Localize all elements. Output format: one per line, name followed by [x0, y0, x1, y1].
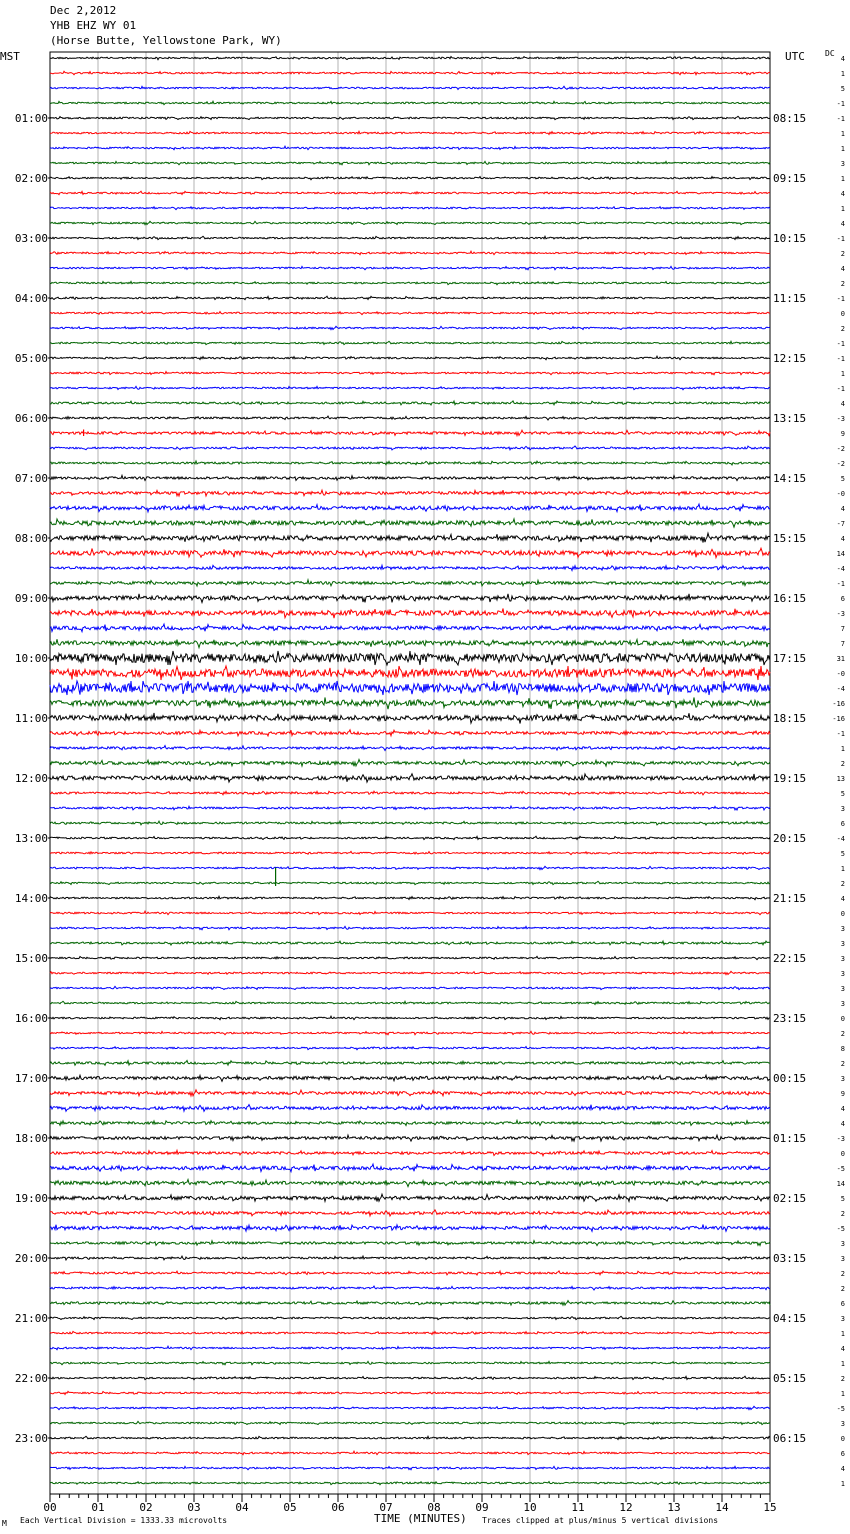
left-hour-label: 11:00 — [14, 712, 48, 725]
trace-29 — [50, 490, 770, 496]
trace-74 — [50, 1164, 770, 1172]
trace-25 — [50, 430, 770, 435]
dc-offset-label: -5 — [836, 1405, 845, 1413]
dc-offset-label: 3 — [840, 1240, 845, 1248]
trace-32 — [50, 533, 770, 542]
trace-33 — [50, 548, 770, 557]
trace-85 — [50, 1331, 770, 1334]
trace-12 — [50, 236, 770, 239]
trace-47 — [50, 760, 770, 767]
x-tick-label: 13 — [667, 1501, 681, 1514]
dc-offset-label: 6 — [840, 1450, 845, 1458]
dc-offset-label: 5 — [840, 1195, 845, 1203]
trace-19 — [50, 341, 770, 344]
trace-50 — [50, 806, 770, 810]
trace-56 — [50, 896, 770, 899]
trace-68 — [50, 1075, 770, 1081]
dc-offset-label: -1 — [836, 355, 845, 363]
trace-89 — [50, 1391, 770, 1394]
left-hour-label: 19:00 — [14, 1192, 48, 1205]
trace-93 — [50, 1451, 770, 1455]
dc-offset-label: -7 — [836, 520, 845, 528]
trace-27 — [50, 461, 770, 465]
right-hour-label: 19:15 — [773, 772, 807, 785]
trace-81 — [50, 1271, 770, 1275]
dc-offset-label: -2 — [836, 460, 845, 468]
dc-offset-label: -3 — [836, 610, 845, 618]
dc-offset-label: 9 — [840, 1090, 845, 1098]
dc-offset-label: 1 — [840, 70, 845, 78]
trace-70 — [50, 1105, 770, 1112]
x-tick-label: 08 — [427, 1501, 441, 1514]
right-hour-label: 03:15 — [773, 1252, 807, 1265]
right-hour-label: 12:15 — [773, 352, 807, 365]
trace-41 — [50, 666, 770, 680]
trace-40 — [50, 651, 770, 665]
x-tick-label: 10 — [523, 1501, 537, 1514]
dc-offset-label: 3 — [840, 160, 845, 168]
dc-offset-label: 2 — [840, 1210, 845, 1218]
dc-offset-label: -1 — [836, 580, 845, 588]
trace-24 — [50, 416, 770, 420]
trace-94 — [50, 1466, 770, 1469]
dc-offset-label: 13 — [836, 775, 845, 783]
dc-offset-label: 4 — [840, 220, 845, 228]
dc-offset-label: -3 — [836, 415, 845, 423]
trace-4 — [50, 116, 770, 119]
dc-offset-label: 2 — [840, 1030, 845, 1038]
trace-84 — [50, 1316, 770, 1319]
x-axis-label: TIME (MINUTES) — [374, 1512, 467, 1525]
dc-offset-label: -5 — [836, 1165, 845, 1173]
left-hour-label: 14:00 — [14, 892, 48, 905]
trace-66 — [50, 1047, 770, 1050]
dc-offset-label: 4 — [840, 55, 845, 63]
dc-offset-label: 3 — [840, 805, 845, 813]
trace-69 — [50, 1090, 770, 1096]
trace-31 — [50, 519, 770, 527]
dc-offset-label: 4 — [840, 505, 845, 513]
x-tick-label: 05 — [283, 1501, 297, 1514]
trace-59 — [50, 941, 770, 945]
dc-offset-label: -4 — [836, 835, 845, 843]
dc-offset-label: 2 — [840, 1060, 845, 1068]
dc-offset-label: 4 — [840, 1345, 845, 1353]
dc-offset-label: 14 — [836, 550, 845, 558]
dc-offset-label: 0 — [840, 1435, 845, 1443]
right-hour-label: 13:15 — [773, 412, 807, 425]
left-hour-label: 02:00 — [14, 172, 48, 185]
trace-2 — [50, 86, 770, 89]
right-hour-label: 08:15 — [773, 112, 807, 125]
trace-34 — [50, 565, 770, 570]
dc-offset-label: -16 — [832, 700, 845, 708]
dc-offset-label: 4 — [840, 1120, 845, 1128]
dc-offset-label: 3 — [840, 955, 845, 963]
trace-80 — [50, 1256, 770, 1260]
right-axis-title: UTC — [785, 50, 805, 63]
trace-15 — [50, 281, 770, 284]
right-hour-label: 04:15 — [773, 1312, 807, 1325]
trace-58 — [50, 926, 770, 929]
left-hour-label: 07:00 — [14, 472, 48, 485]
right-hour-label: 10:15 — [773, 232, 807, 245]
header-station: YHB EHZ WY 01 — [50, 19, 137, 32]
trace-76 — [50, 1194, 770, 1201]
header-date: Dec 2,2012 — [50, 4, 117, 17]
x-tick-label: 06 — [331, 1501, 345, 1514]
dc-offset-label: -1 — [836, 295, 845, 303]
left-hour-label: 16:00 — [14, 1012, 48, 1025]
dc-offset-label: 3 — [840, 940, 845, 948]
trace-88 — [50, 1376, 770, 1380]
dc-offset-label: 5 — [840, 850, 845, 858]
trace-46 — [50, 746, 770, 751]
dc-title: DC — [825, 49, 835, 58]
left-hour-label: 18:00 — [14, 1132, 48, 1145]
dc-offset-label: -4 — [836, 565, 845, 573]
dc-offset-label: 3 — [840, 1000, 845, 1008]
trace-62 — [50, 986, 770, 989]
trace-48 — [50, 774, 770, 782]
trace-63 — [50, 1001, 770, 1004]
right-hour-label: 15:15 — [773, 532, 807, 545]
dc-offset-label: 1 — [840, 205, 845, 213]
dc-offset-label: 7 — [840, 640, 845, 648]
trace-45 — [50, 730, 770, 736]
trace-36 — [50, 594, 770, 603]
dc-offset-label: 31 — [836, 655, 845, 663]
dc-offset-label: -1 — [836, 235, 845, 243]
trace-44 — [50, 713, 770, 724]
dc-offset-label: 4 — [840, 265, 845, 273]
trace-54 — [50, 866, 770, 869]
x-tick-label: 07 — [379, 1501, 393, 1514]
trace-90 — [50, 1406, 770, 1409]
dc-offset-label: 2 — [840, 250, 845, 258]
trace-72 — [50, 1135, 770, 1141]
right-hour-label: 02:15 — [773, 1192, 807, 1205]
trace-71 — [50, 1120, 770, 1125]
dc-offset-label: 3 — [840, 985, 845, 993]
right-hour-label: 23:15 — [773, 1012, 807, 1025]
trace-83 — [50, 1301, 770, 1306]
dc-offset-label: 2 — [840, 280, 845, 288]
right-hour-label: 18:15 — [773, 712, 807, 725]
trace-60 — [50, 956, 770, 959]
dc-offset-label: -1 — [836, 730, 845, 738]
right-hour-label: 14:15 — [773, 472, 807, 485]
dc-offset-label: 1 — [840, 145, 845, 153]
trace-95 — [50, 1482, 770, 1485]
right-hour-label: 21:15 — [773, 892, 807, 905]
dc-offset-label: -1 — [836, 100, 845, 108]
dc-offset-label: 7 — [840, 625, 845, 633]
left-hour-label: 20:00 — [14, 1252, 48, 1265]
trace-28 — [50, 475, 770, 480]
dc-offset-label: 5 — [840, 475, 845, 483]
x-tick-label: 00 — [43, 1501, 57, 1514]
left-hour-label: 09:00 — [14, 592, 48, 605]
dc-offset-label: 1 — [840, 865, 845, 873]
left-hour-label: 21:00 — [14, 1312, 48, 1325]
trace-65 — [50, 1031, 770, 1034]
trace-64 — [50, 1016, 770, 1020]
dc-offset-label: 5 — [840, 85, 845, 93]
dc-offset-label: 3 — [840, 925, 845, 933]
trace-20 — [50, 356, 770, 360]
right-hour-label: 05:15 — [773, 1372, 807, 1385]
x-tick-label: 14 — [715, 1501, 729, 1514]
trace-52 — [50, 836, 770, 839]
left-hour-label: 05:00 — [14, 352, 48, 365]
dc-offset-label: 4 — [840, 400, 845, 408]
dc-offset-label: 9 — [840, 430, 845, 438]
trace-3 — [50, 101, 770, 104]
x-tick-label: 02 — [139, 1501, 153, 1514]
left-axis-title: MST — [0, 50, 20, 63]
trace-91 — [50, 1421, 770, 1424]
left-hour-label: 15:00 — [14, 952, 48, 965]
trace-22 — [50, 386, 770, 389]
right-hour-label: 09:15 — [773, 172, 807, 185]
dc-offset-label: 1 — [840, 130, 845, 138]
dc-offset-label: 4 — [840, 895, 845, 903]
trace-37 — [50, 609, 770, 619]
dc-offset-label: 2 — [840, 880, 845, 888]
trace-61 — [50, 971, 770, 974]
left-hour-label: 12:00 — [14, 772, 48, 785]
dc-offset-label: 0 — [840, 1150, 845, 1158]
trace-35 — [50, 580, 770, 586]
dc-offset-label: 14 — [836, 1180, 845, 1188]
dc-offset-label: 2 — [840, 325, 845, 333]
dc-offset-label: 2 — [840, 760, 845, 768]
x-tick-label: 04 — [235, 1501, 249, 1514]
dc-offset-label: 8 — [840, 1045, 845, 1053]
dc-offset-label: -1 — [836, 340, 845, 348]
trace-53 — [50, 851, 770, 854]
header-location: (Horse Butte, Yellowstone Park, WY) — [50, 34, 282, 47]
trace-14 — [50, 266, 770, 269]
dc-offset-label: 1 — [840, 175, 845, 183]
right-hour-label: 01:15 — [773, 1132, 807, 1145]
trace-0 — [50, 57, 770, 60]
right-hour-label: 06:15 — [773, 1432, 807, 1445]
dc-offset-label: -0 — [836, 670, 845, 678]
footer-corner-mark: M — [2, 1519, 7, 1528]
dc-offset-label: 0 — [840, 910, 845, 918]
dc-offset-label: 3 — [840, 1255, 845, 1263]
left-hour-label: 08:00 — [14, 532, 48, 545]
trace-92 — [50, 1436, 770, 1439]
dc-offset-label: 3 — [840, 1075, 845, 1083]
x-tick-label: 11 — [571, 1501, 585, 1514]
right-hour-label: 17:15 — [773, 652, 807, 665]
labels — [15, 55, 845, 1514]
trace-82 — [50, 1286, 770, 1290]
left-hour-label: 13:00 — [14, 832, 48, 845]
left-hour-label: 22:00 — [14, 1372, 48, 1385]
right-hour-label: 11:15 — [773, 292, 807, 305]
dc-offset-label: 0 — [840, 310, 845, 318]
trace-26 — [50, 446, 770, 450]
left-hour-label: 23:00 — [14, 1432, 48, 1445]
trace-55 — [50, 881, 770, 884]
trace-5 — [50, 131, 770, 134]
trace-78 — [50, 1225, 770, 1232]
trace-39 — [50, 639, 770, 647]
dc-offset-label: -5 — [836, 1225, 845, 1233]
trace-87 — [50, 1361, 770, 1364]
trace-17 — [50, 311, 770, 314]
dc-offset-label: -3 — [836, 1135, 845, 1143]
trace-7 — [50, 161, 770, 164]
dc-offset-label: 4 — [840, 535, 845, 543]
left-hour-label: 01:00 — [14, 112, 48, 125]
trace-38 — [50, 624, 770, 632]
trace-21 — [50, 371, 770, 374]
trace-1 — [50, 71, 770, 74]
dc-offset-label: 6 — [840, 820, 845, 828]
trace-42 — [50, 681, 770, 695]
trace-6 — [50, 146, 770, 150]
trace-8 — [50, 177, 770, 180]
x-tick-label: 12 — [619, 1501, 633, 1514]
left-hour-label: 06:00 — [14, 412, 48, 425]
right-hour-label: 22:15 — [773, 952, 807, 965]
dc-offset-label: 5 — [840, 790, 845, 798]
trace-73 — [50, 1150, 770, 1155]
footer-clip-note: Traces clipped at plus/minus 5 vertical divisions — [482, 1516, 719, 1525]
dc-offset-label: 3 — [840, 1315, 845, 1323]
trace-11 — [50, 221, 770, 224]
dc-offset-label: 1 — [840, 370, 845, 378]
dc-offset-label: -4 — [836, 685, 845, 693]
trace-13 — [50, 251, 770, 255]
trace-23 — [50, 401, 770, 405]
x-tick-label: 01 — [91, 1501, 105, 1514]
dc-offset-label: -16 — [832, 715, 845, 723]
x-tick-label: 03 — [187, 1501, 201, 1514]
trace-49 — [50, 791, 770, 795]
left-hour-label: 10:00 — [14, 652, 48, 665]
x-tick-label: 15 — [763, 1501, 777, 1514]
right-hour-label: 16:15 — [773, 592, 807, 605]
trace-30 — [50, 504, 770, 512]
dc-offset-label: 1 — [840, 1480, 845, 1488]
dc-offset-label: 2 — [840, 1375, 845, 1383]
dc-offset-label: -0 — [836, 490, 845, 498]
trace-86 — [50, 1346, 770, 1350]
trace-18 — [50, 326, 770, 329]
trace-77 — [50, 1210, 770, 1216]
trace-75 — [50, 1180, 770, 1187]
dc-offset-label: 4 — [840, 1465, 845, 1473]
trace-43 — [50, 697, 770, 709]
left-hour-label: 17:00 — [14, 1072, 48, 1085]
trace-9 — [50, 191, 770, 194]
dc-offset-label: 2 — [840, 1270, 845, 1278]
dc-offset-label: 4 — [840, 1105, 845, 1113]
dc-offset-label: 0 — [840, 1015, 845, 1023]
dc-offset-label: 4 — [840, 190, 845, 198]
dc-offset-label: 3 — [840, 970, 845, 978]
left-hour-label: 04:00 — [14, 292, 48, 305]
footer-scale-note: Each Vertical Division = 1333.33 microvolts — [20, 1516, 228, 1525]
trace-16 — [50, 296, 770, 299]
dc-offset-label: 3 — [840, 1420, 845, 1428]
dc-offset-label: -1 — [836, 385, 845, 393]
x-tick-label: 09 — [475, 1501, 489, 1514]
dc-offset-label: -2 — [836, 445, 845, 453]
trace-79 — [50, 1241, 770, 1246]
dc-offset-label: 1 — [840, 1360, 845, 1368]
dc-offset-label: 6 — [840, 1300, 845, 1308]
right-hour-label: 20:15 — [773, 832, 807, 845]
dc-offset-label: 1 — [840, 1330, 845, 1338]
dc-offset-label: 1 — [840, 1390, 845, 1398]
dc-offset-label: -1 — [836, 115, 845, 123]
right-hour-label: 00:15 — [773, 1072, 807, 1085]
dc-offset-label: 2 — [840, 1285, 845, 1293]
dc-offset-label: 6 — [840, 595, 845, 603]
trace-67 — [50, 1061, 770, 1066]
trace-10 — [50, 207, 770, 210]
trace-51 — [50, 821, 770, 825]
dc-offset-label: 1 — [840, 745, 845, 753]
traces — [50, 57, 770, 1485]
left-hour-label: 03:00 — [14, 232, 48, 245]
trace-57 — [50, 911, 770, 915]
